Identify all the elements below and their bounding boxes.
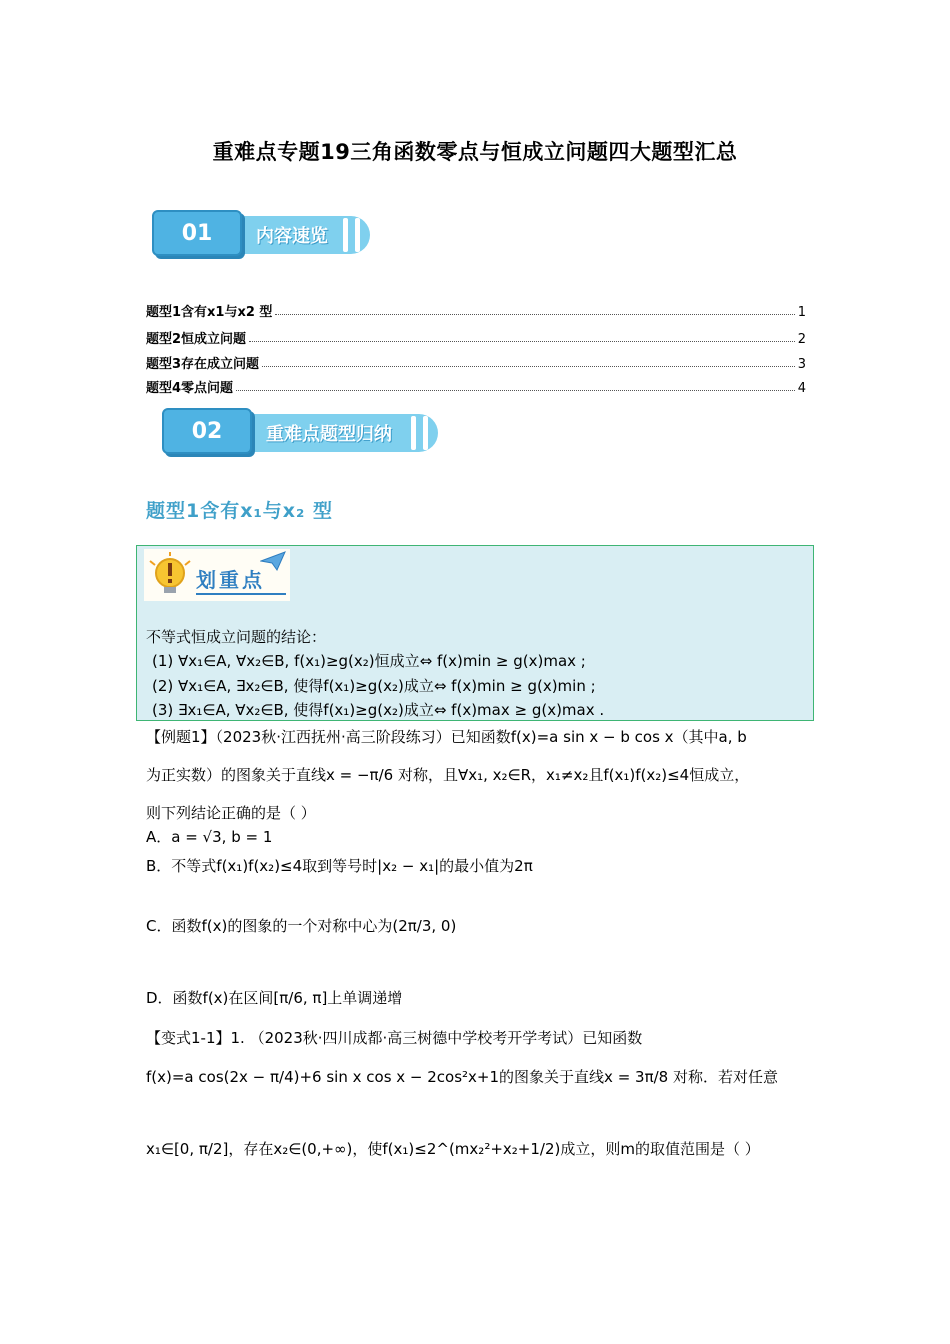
toc-item[interactable] bbox=[146, 300, 806, 320]
example-stem: 则下列结论正确的是（ ） bbox=[146, 804, 316, 822]
toc-label: 题型1含有x1与x2 型 bbox=[146, 305, 273, 320]
banner-label: 重难点题型归纳 bbox=[266, 424, 392, 445]
option-b: B．不等式f(x₁)f(x₂)≤4取到等号时|x₂ − x₁|的最小值为2π bbox=[146, 857, 533, 875]
banner-stripe bbox=[423, 416, 428, 450]
toc-label: 题型4零点问题 bbox=[146, 381, 234, 396]
banner-stripe bbox=[355, 218, 360, 252]
toc-label: 题型2恒成立问题 bbox=[146, 332, 247, 347]
toc-leader bbox=[236, 390, 795, 391]
section-banner-types bbox=[162, 408, 438, 458]
banner-number: 02 bbox=[162, 408, 252, 454]
option-d: D．函数f(x)在区间[π/6, π]上单调递增 bbox=[146, 989, 403, 1007]
option-c: C．函数f(x)的图象的一个对称中心为(2π/3, 0) bbox=[146, 917, 457, 935]
section-banner-overview bbox=[152, 210, 370, 260]
page-title: 重难点专题19三角函数零点与恒成立问题四大题型汇总 bbox=[212, 140, 738, 164]
toc-label: 题型3存在成立问题 bbox=[146, 357, 260, 372]
box-item: (1) ∀x₁∈A, ∀x₂∈B, f(x₁)≥g(x₂)恒成立⇔ f(x)min ≥ g(x)max ; bbox=[152, 652, 586, 670]
banner-stripe bbox=[411, 416, 416, 450]
banner-stripe bbox=[343, 218, 348, 252]
badge-underline bbox=[196, 593, 286, 595]
toc-item[interactable] bbox=[146, 327, 806, 347]
banner-label: 内容速览 bbox=[256, 226, 328, 247]
toc-leader bbox=[249, 341, 795, 342]
toc-item[interactable] bbox=[146, 352, 806, 372]
toc-page: 2 bbox=[797, 332, 806, 347]
variant-stem: f(x)=a cos(2x − π/4)+6 sin x cos x − 2cos²x+1的图象关于直线x = 3π/8 对称．若对任意 bbox=[146, 1068, 778, 1086]
banner-number: 01 bbox=[152, 210, 242, 256]
toc-leader bbox=[262, 366, 795, 367]
variant-stem: x₁∈[0, π/2]，存在x₂∈(0,+∞)，使f(x₁)≤2^(mx₂²+x₂+1/2)成立，则m的取值范围是（ ） bbox=[146, 1140, 760, 1158]
toc-page: 4 bbox=[797, 381, 806, 396]
toc-leader bbox=[275, 314, 794, 315]
variant-stem: 【变式1-1】1. （2023秋·四川成都·高三树德中学校考开学考试）已知函数 bbox=[146, 1029, 643, 1047]
box-intro: 不等式恒成立问题的结论： bbox=[146, 628, 327, 646]
box-item: (3) ∃x₁∈A, ∀x₂∈B, 使得f(x₁)≥g(x₂)成立⇔ f(x)max ≥ g(x)max . bbox=[152, 701, 605, 719]
box-item: (2) ∀x₁∈A, ∃x₂∈B, 使得f(x₁)≥g(x₂)成立⇔ f(x)min ≥ g(x)min ; bbox=[152, 677, 596, 695]
option-a: A．a = √3, b = 1 bbox=[146, 828, 273, 846]
toc-item[interactable] bbox=[146, 376, 806, 396]
section-heading: 题型1含有x₁与x₂ 型 bbox=[146, 500, 333, 522]
toc-page: 1 bbox=[797, 305, 806, 320]
example-stem: 【例题1】（2023秋·江西抚州·高三阶段练习）已知函数f(x)=a sin x − b cos x（其中a, b bbox=[146, 728, 747, 746]
toc-page: 3 bbox=[797, 357, 806, 372]
key-badge-label: 划重点 bbox=[196, 568, 265, 592]
example-stem: 为正实数）的图象关于直线x = −π/6 对称，且∀x₁, x₂∈R，x₁≠x₂且f(x₁)f(x₂)≤4恒成立， bbox=[146, 766, 750, 784]
lightbulb-icon bbox=[146, 551, 196, 601]
